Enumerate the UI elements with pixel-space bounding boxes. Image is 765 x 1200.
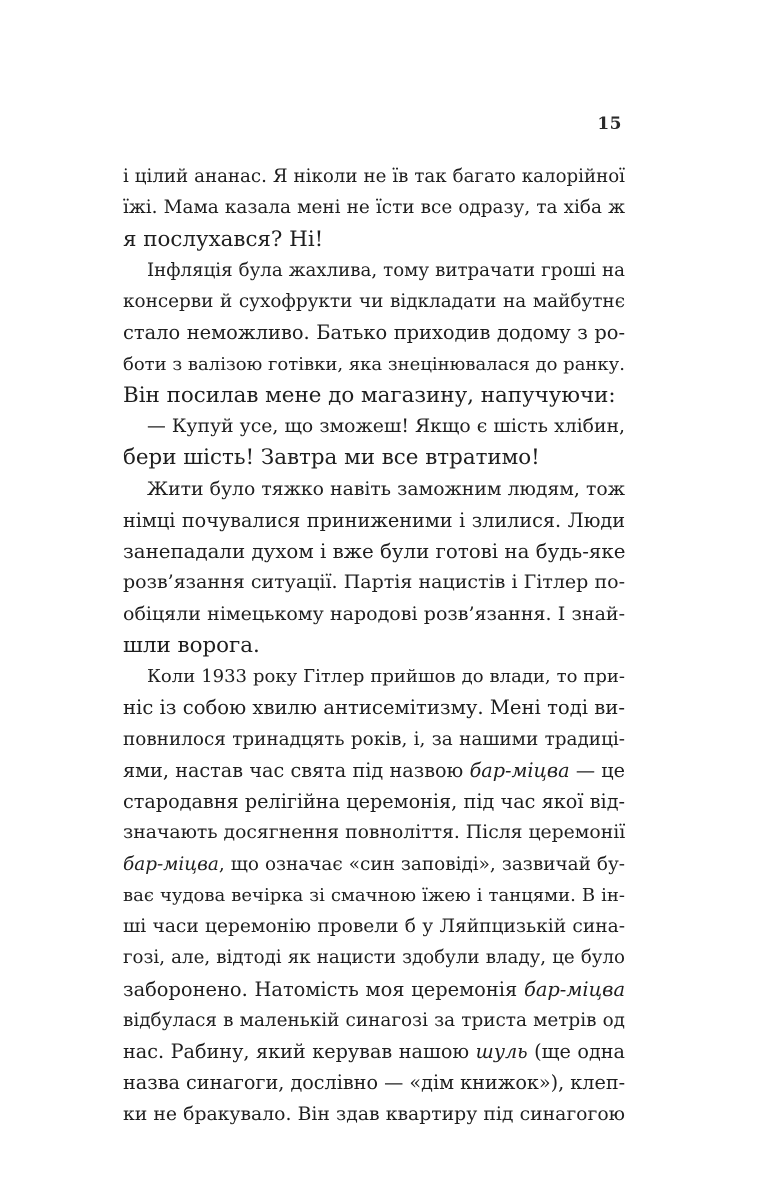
- body-text: [123, 161, 625, 1130]
- text-line: [123, 880, 625, 911]
- text-segment: німці почувалися приниженими і злилися. Люди: [123, 508, 625, 532]
- text-segment: розв’язання ситуації. Партія нацистів і Гітлер по-: [123, 571, 625, 594]
- text-segment: заборонено. Натомість моя церемонія: [123, 977, 524, 1001]
- text-segment: нас. Рабину, який керував нашою: [123, 1040, 476, 1063]
- text-segment: назва синагоги, дослівно — «дім книжок»), клеп-: [123, 1071, 625, 1095]
- text-line: [123, 849, 625, 880]
- text-line: [123, 974, 625, 1005]
- text-line: [123, 442, 625, 473]
- italic-term: бар-міцва: [469, 758, 570, 782]
- text-segment: Він посилав мене до магазину, напучуючи:: [123, 382, 616, 408]
- text-line: [123, 536, 625, 567]
- text-line: [123, 1099, 625, 1130]
- text-segment: стало неможливо. Батько приходив додому з ро-: [123, 321, 625, 345]
- text-line: [123, 692, 625, 723]
- text-line: [123, 599, 625, 630]
- text-line: [123, 1036, 625, 1067]
- text-line: [123, 411, 625, 442]
- text-segment: їжі. Мама казала мені не їсти все одразу, та хіба ж: [123, 197, 625, 219]
- text-line: [123, 192, 625, 223]
- text-line: [123, 942, 625, 973]
- page-number: 15: [597, 114, 622, 134]
- text-segment: гозі, але, відтоді як нацисти здобули владу, це було: [123, 947, 625, 969]
- text-line: [123, 255, 625, 286]
- text-segment: стародавня релігійна церемонія, під час якої від-: [123, 790, 625, 813]
- text-line: [123, 911, 625, 942]
- text-line: [123, 505, 625, 536]
- text-segment: бери шість! Завтра ми все втратимо!: [123, 445, 540, 471]
- text-segment: занепадали духом і вже були готові на будь-яке: [123, 540, 625, 563]
- text-segment: (ще одна: [527, 1040, 625, 1063]
- text-line: [123, 380, 625, 411]
- text-line: [123, 630, 625, 661]
- text-segment: Інфляція була жахлива, тому витрачати гроші на: [147, 259, 625, 281]
- text-line: [123, 1005, 625, 1036]
- text-segment: ніс із собою хвилю антисемітизму. Мені тоді ви-: [123, 696, 625, 720]
- text-segment: — це: [569, 758, 625, 782]
- text-line: [123, 1067, 625, 1098]
- text-segment: — Купуй усе, що зможеш! Якщо є шість хлібин,: [147, 416, 625, 437]
- text-segment: я послухався? Ні!: [123, 226, 324, 252]
- text-line: [123, 786, 625, 817]
- text-segment: значають досягнення повноліття. Після церемонії: [123, 822, 625, 844]
- text-segment: і цілий ананас. Я ніколи не їв так багато калорійної: [123, 166, 625, 187]
- text-line: [123, 755, 625, 786]
- italic-term: бар-міцва: [523, 977, 625, 1001]
- text-line: [123, 317, 625, 348]
- text-line: [123, 161, 625, 192]
- text-segment: повнилося тринадцять років, і, за нашими традиці-: [123, 728, 625, 750]
- text-segment: боти з валізою готівки, яка знецінювалася до ранку.: [123, 353, 625, 375]
- text-line: [123, 224, 625, 255]
- text-line: [123, 724, 625, 755]
- text-segment: Коли 1933 року Гітлер прийшов до влади, то при-: [147, 666, 625, 687]
- text-line: [123, 817, 625, 848]
- text-segment: консерви й сухофрукти чи відкладати на майбутнє: [123, 291, 625, 312]
- text-line: [123, 286, 625, 317]
- text-segment: ки не бракувало. Він здав квартиру під синагогою: [123, 1103, 625, 1125]
- italic-term: шуль: [475, 1040, 528, 1063]
- text-segment: шли ворога.: [123, 632, 260, 658]
- text-line: [123, 567, 625, 598]
- text-segment: ші часи церемонію провели б у Ляйпцизькій сина-: [123, 916, 625, 937]
- text-line: [123, 349, 625, 380]
- text-segment: ває чудова вечірка зі смачною їжею і танцями. В ін-: [123, 884, 625, 906]
- text-line: [123, 661, 625, 692]
- italic-term: бар-міцва: [123, 853, 219, 875]
- text-segment: , що означає «син заповіді», зазвичай бу-: [218, 853, 625, 875]
- text-segment: обіцяли німецькому народові розв’язання. І знай-: [123, 602, 625, 625]
- text-segment: відбулася в маленькій синагозі за триста метрів од: [123, 1009, 625, 1031]
- text-segment: ями, настав час свята під назвою: [123, 758, 470, 782]
- text-segment: Жити було тяжко навіть заможним людям, тож: [147, 478, 625, 500]
- text-line: [123, 474, 625, 505]
